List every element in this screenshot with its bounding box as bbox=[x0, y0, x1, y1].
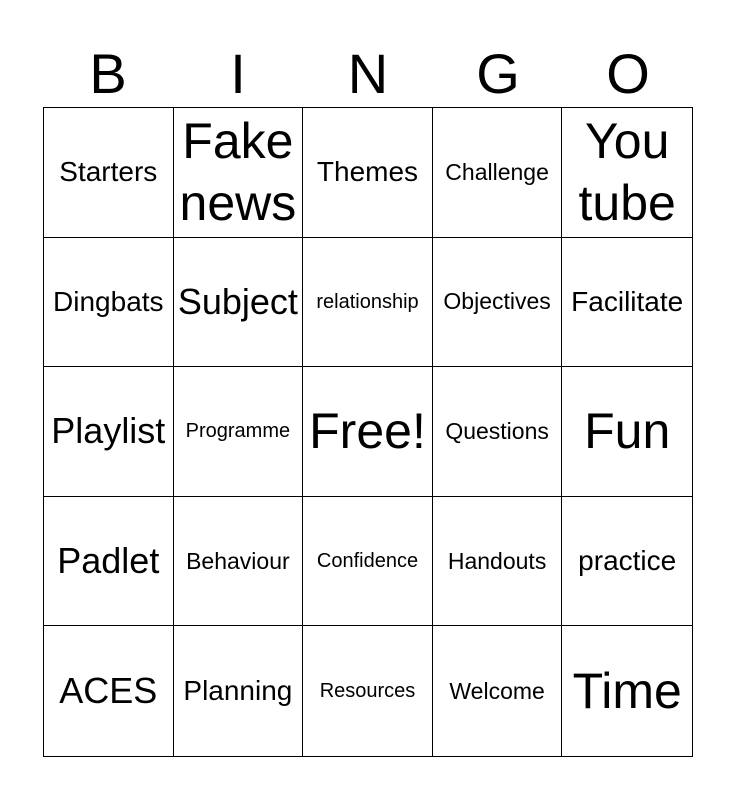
bingo-cell-r5-c2[interactable] bbox=[174, 626, 304, 756]
header-letter-g: G bbox=[476, 42, 520, 105]
bingo-cell-label: ACES bbox=[59, 670, 158, 712]
bingo-cell-label: Questions bbox=[445, 417, 549, 444]
bingo-cell-label: Time bbox=[572, 663, 682, 720]
bingo-cell-label: Behaviour bbox=[186, 547, 290, 574]
bingo-cell-r2-c3[interactable] bbox=[303, 238, 433, 368]
header-letter-o: O bbox=[606, 42, 650, 105]
bingo-cell-r3-c3[interactable] bbox=[303, 367, 433, 497]
bingo-cell-r2-c1[interactable] bbox=[44, 238, 174, 368]
bingo-cell-label: practice bbox=[578, 545, 677, 577]
bingo-cell-label: Handouts bbox=[447, 547, 547, 574]
bingo-cell-r4-c5[interactable] bbox=[562, 497, 692, 627]
bingo-board bbox=[43, 107, 693, 757]
bingo-cell-r4-c1[interactable] bbox=[44, 497, 174, 627]
bingo-cell-label: Planning bbox=[183, 675, 293, 707]
bingo-cell-label: Themes bbox=[316, 156, 419, 188]
bingo-header bbox=[43, 40, 693, 108]
bingo-cell-r5-c5[interactable] bbox=[562, 626, 692, 756]
bingo-cell-label: Programme bbox=[185, 420, 291, 443]
bingo-cell-r5-c1[interactable] bbox=[44, 626, 174, 756]
bingo-cell-r3-c4[interactable] bbox=[433, 367, 563, 497]
bingo-cell-label: Starters bbox=[59, 156, 158, 188]
bingo-cell-label: Subject bbox=[177, 280, 298, 322]
bingo-cell-r1-c5[interactable] bbox=[562, 108, 692, 238]
bingo-cell-r5-c3[interactable] bbox=[303, 626, 433, 756]
bingo-cell-r3-c2[interactable] bbox=[174, 367, 304, 497]
bingo-cell-r4-c2[interactable] bbox=[174, 497, 304, 627]
bingo-cell-r1-c2[interactable] bbox=[174, 108, 304, 238]
bingo-cell-r1-c4[interactable] bbox=[433, 108, 563, 238]
bingo-cell-label: You tube bbox=[578, 112, 676, 232]
bingo-cell-label: Welcome bbox=[449, 677, 545, 704]
bingo-cell-r1-c1[interactable] bbox=[44, 108, 174, 238]
bingo-cell-r4-c3[interactable] bbox=[303, 497, 433, 627]
bingo-cell-r4-c4[interactable] bbox=[433, 497, 563, 627]
bingo-cell-label: Free! bbox=[309, 403, 426, 460]
bingo-cell-r2-c5[interactable] bbox=[562, 238, 692, 368]
bingo-cell-label: Objectives bbox=[443, 288, 551, 315]
bingo-cell-label: Facilitate bbox=[571, 285, 684, 317]
bingo-cell-r1-c3[interactable] bbox=[303, 108, 433, 238]
bingo-cell-r3-c5[interactable] bbox=[562, 367, 692, 497]
bingo-cell-label: relationship bbox=[316, 290, 419, 313]
header-letter-i: I bbox=[230, 42, 246, 105]
bingo-cell-r3-c1[interactable] bbox=[44, 367, 174, 497]
header-letter-b: B bbox=[89, 42, 127, 105]
bingo-cell-label: Fun bbox=[584, 403, 671, 460]
bingo-cell-r5-c4[interactable] bbox=[433, 626, 563, 756]
bingo-cell-label: Resources bbox=[319, 680, 416, 703]
header-letter-n: N bbox=[347, 42, 389, 105]
bingo-cell-label: Dingbats bbox=[53, 285, 164, 317]
bingo-cell-label: Confidence bbox=[316, 550, 419, 573]
bingo-cell-label: Padlet bbox=[57, 540, 160, 582]
bingo-cell-r2-c2[interactable] bbox=[174, 238, 304, 368]
bingo-cell-label: Playlist bbox=[51, 410, 166, 452]
bingo-cell-label: Fake news bbox=[179, 112, 297, 232]
bingo-cell-r2-c4[interactable] bbox=[433, 238, 563, 368]
bingo-cell-label: Challenge bbox=[445, 158, 549, 185]
